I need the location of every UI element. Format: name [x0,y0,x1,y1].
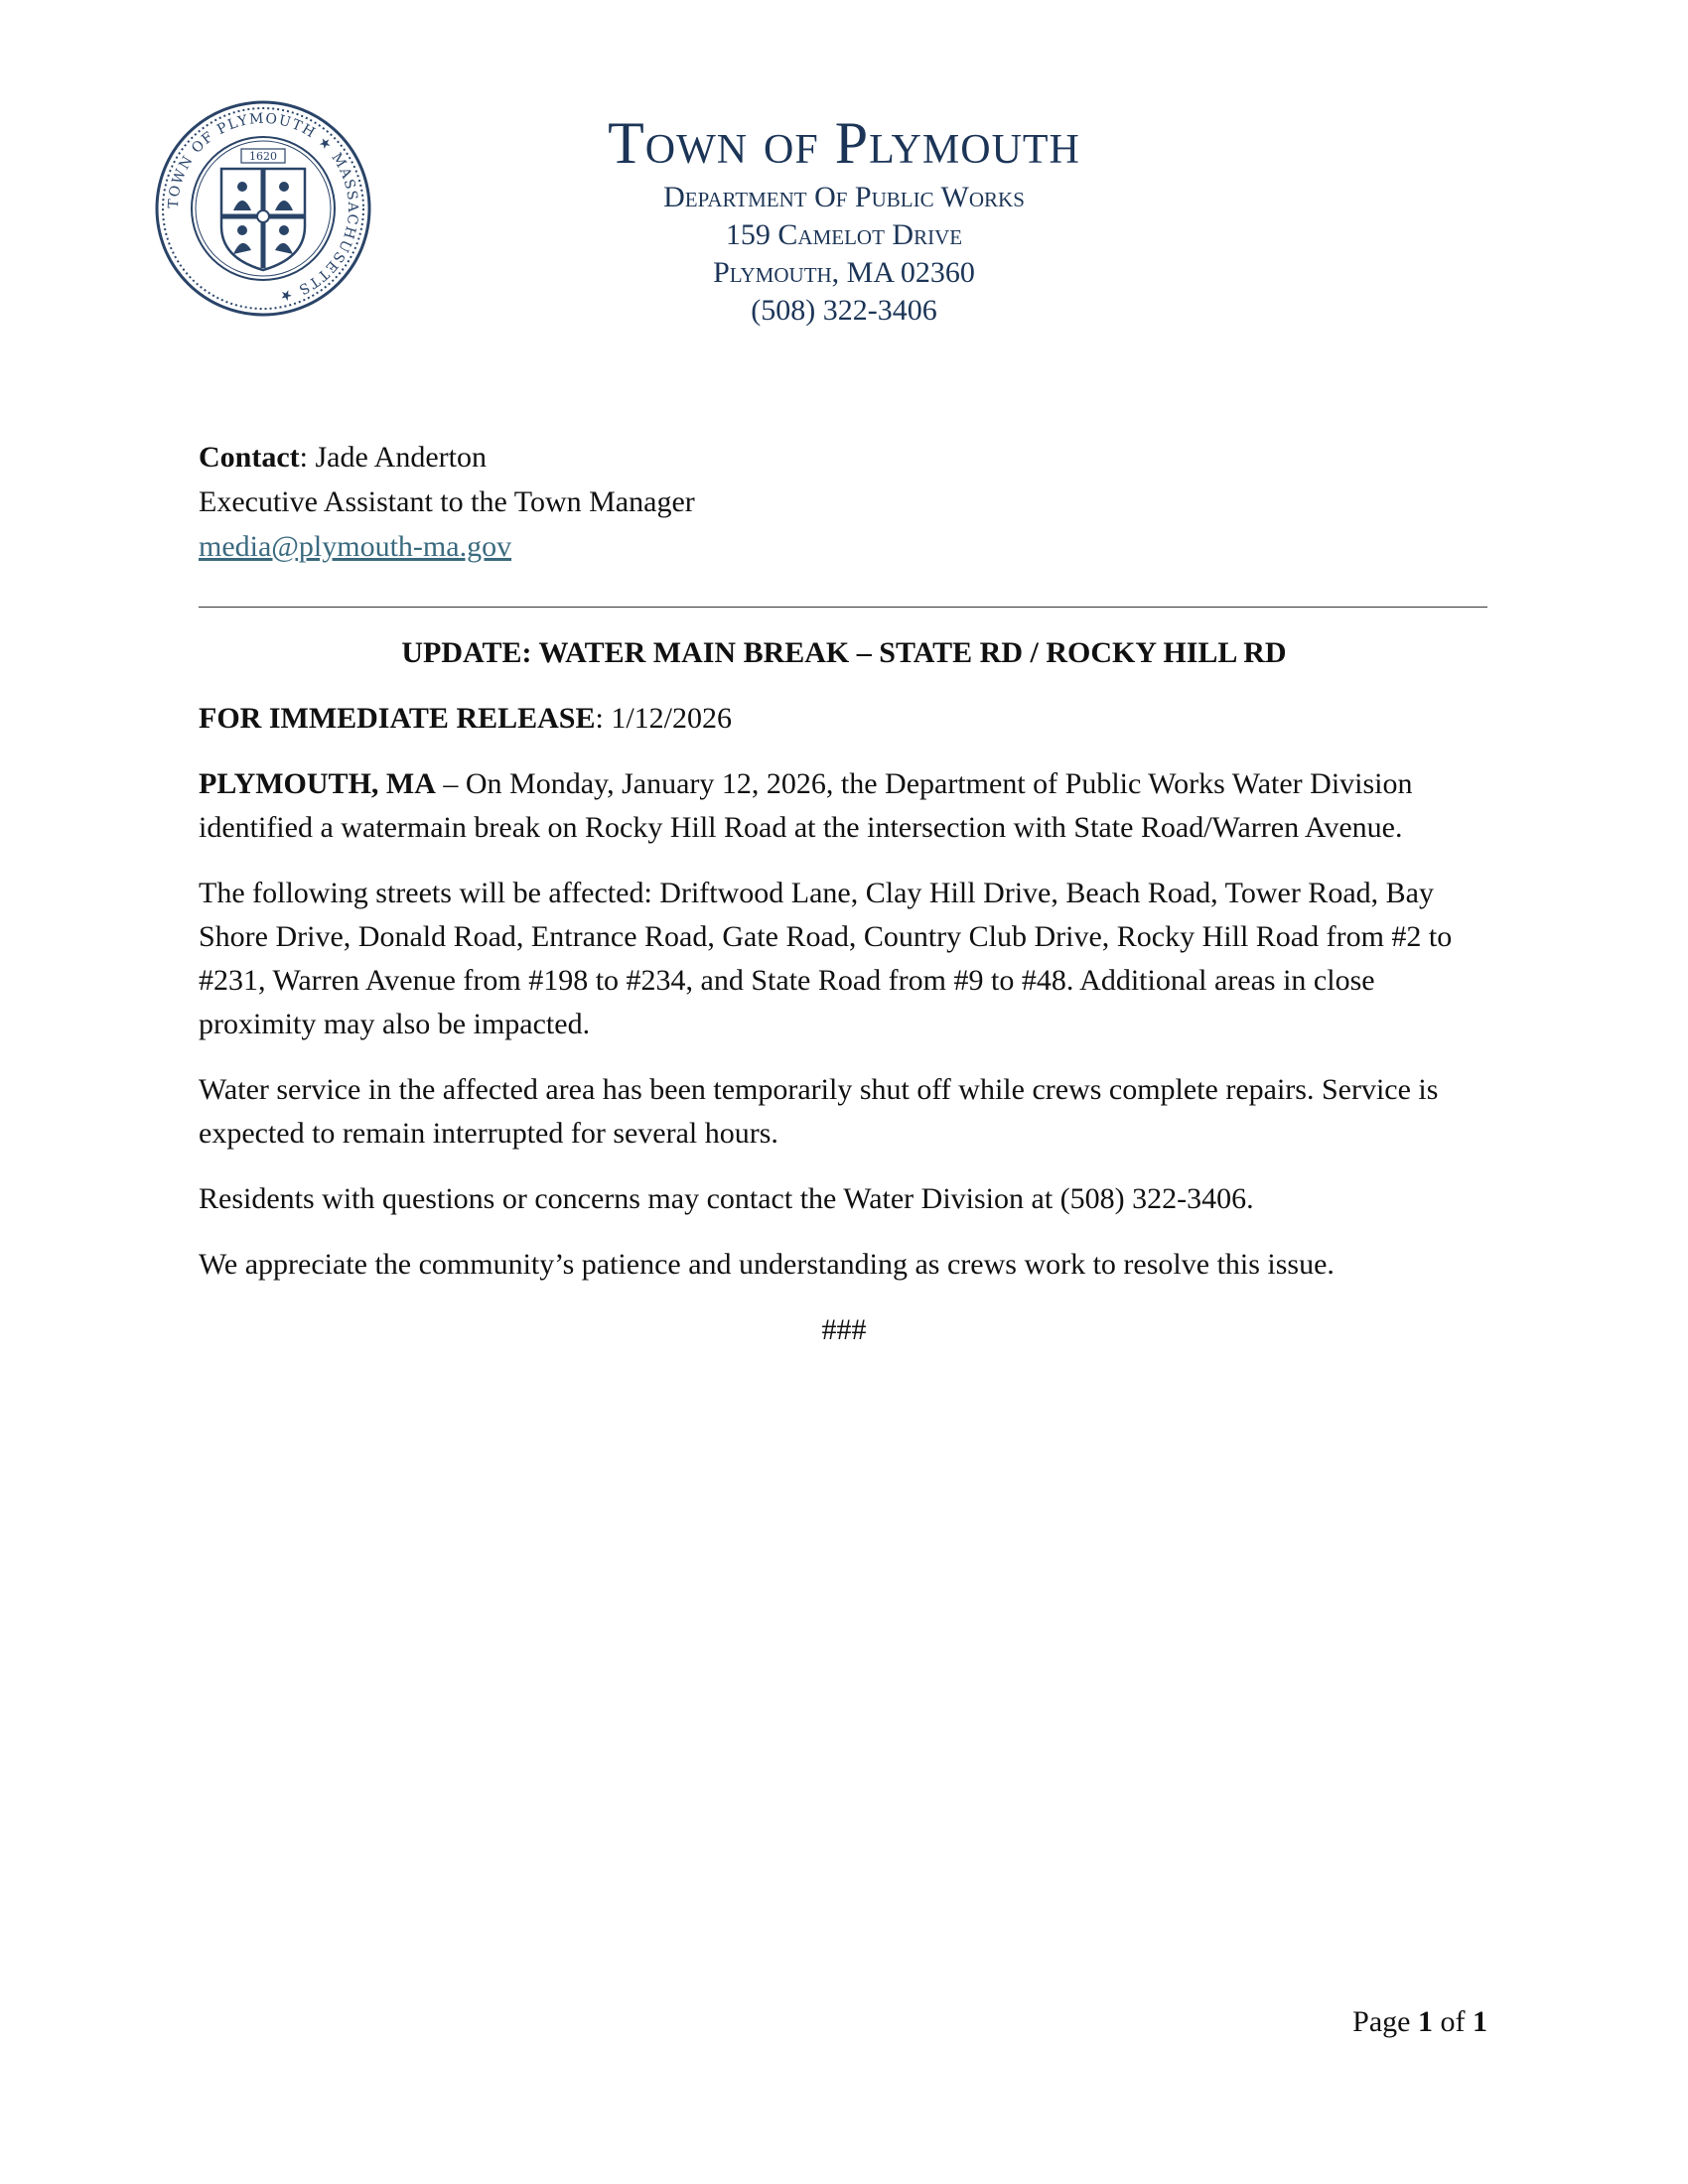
dateline: PLYMOUTH, MA [199,767,436,800]
release-date-line: FOR IMMEDIATE RELEASE: 1/12/2026 [199,702,733,735]
contact-label: Contact [199,441,300,474]
page-current: 1 [1418,2005,1433,2038]
paragraph-2: The following streets will be affected: Driftwood Lane, Clay Hill Drive, Beach Road, Tower Road, Bay Shore Drive, Donald Road, Entrance Road, Gate Road, Country Club Drive, Rocky Hill Road from #2 to #231, Warren Avenue from #198 to #234, and State Road from #9 to #48. Additional areas in close proximity may also be impacted. [199,877,1453,1040]
release-date: 1/12/2026 [611,702,733,735]
release-label: FOR IMMEDIATE RELEASE [199,702,596,735]
page-word: Page [1352,2005,1411,2038]
contact-name: Jade Anderton [315,441,487,474]
contact-block [199,435,1489,569]
paragraph-1 [199,762,1489,850]
contact-title: Executive Assistant to the Town Manager [199,485,695,518]
horizontal-divider [199,607,1487,608]
letterhead-city: Plymouth, MA 02360 [713,256,975,289]
page-number [1352,2002,1487,2042]
seal-year: 1620 [249,150,277,163]
press-release-body [199,631,1489,1352]
paragraph-4: Residents with questions or concerns may contact the Water Division at (508) 322-3406. [199,1182,1254,1215]
contact-line: Contact: Jade Anderton [199,441,487,474]
letterhead-street: 159 Camelot Drive [725,218,963,251]
letterhead [437,107,1251,330]
seal-ring-text: TOWN OF PLYMOUTH ★ MASSACHUSETTS ★ [165,110,361,305]
paragraph-1-text: – On Monday, January 12, 2026, the Department of Public Works Water Division identified a watermain break on Rocky Hill Road at the intersection with State Road/Warren Avenue. [199,767,1413,844]
letterhead-phone: (508) 322-3406 [751,294,937,327]
paragraph-3: Water service in the affected area has been temporarily shut off while crews complete repairs. Service is expected to remain interrupted for several hours. [199,1073,1439,1150]
contact-email-link[interactable]: media@plymouth-ma.gov [199,530,512,563]
letterhead-title: Town of Plymouth [608,110,1080,176]
of-word: of [1440,2005,1466,2038]
release-headline: UPDATE: WATER MAIN BREAK – STATE RD / ROCKY HILL RD [401,636,1287,669]
page-total: 1 [1473,2005,1487,2038]
letterhead-department: Department Of Public Works [663,181,1025,213]
end-mark: ### [821,1313,867,1346]
town-seal-logo [154,99,372,318]
paragraph-5: We appreciate the community’s patience and understanding as crews work to resolve this issue. [199,1248,1335,1281]
